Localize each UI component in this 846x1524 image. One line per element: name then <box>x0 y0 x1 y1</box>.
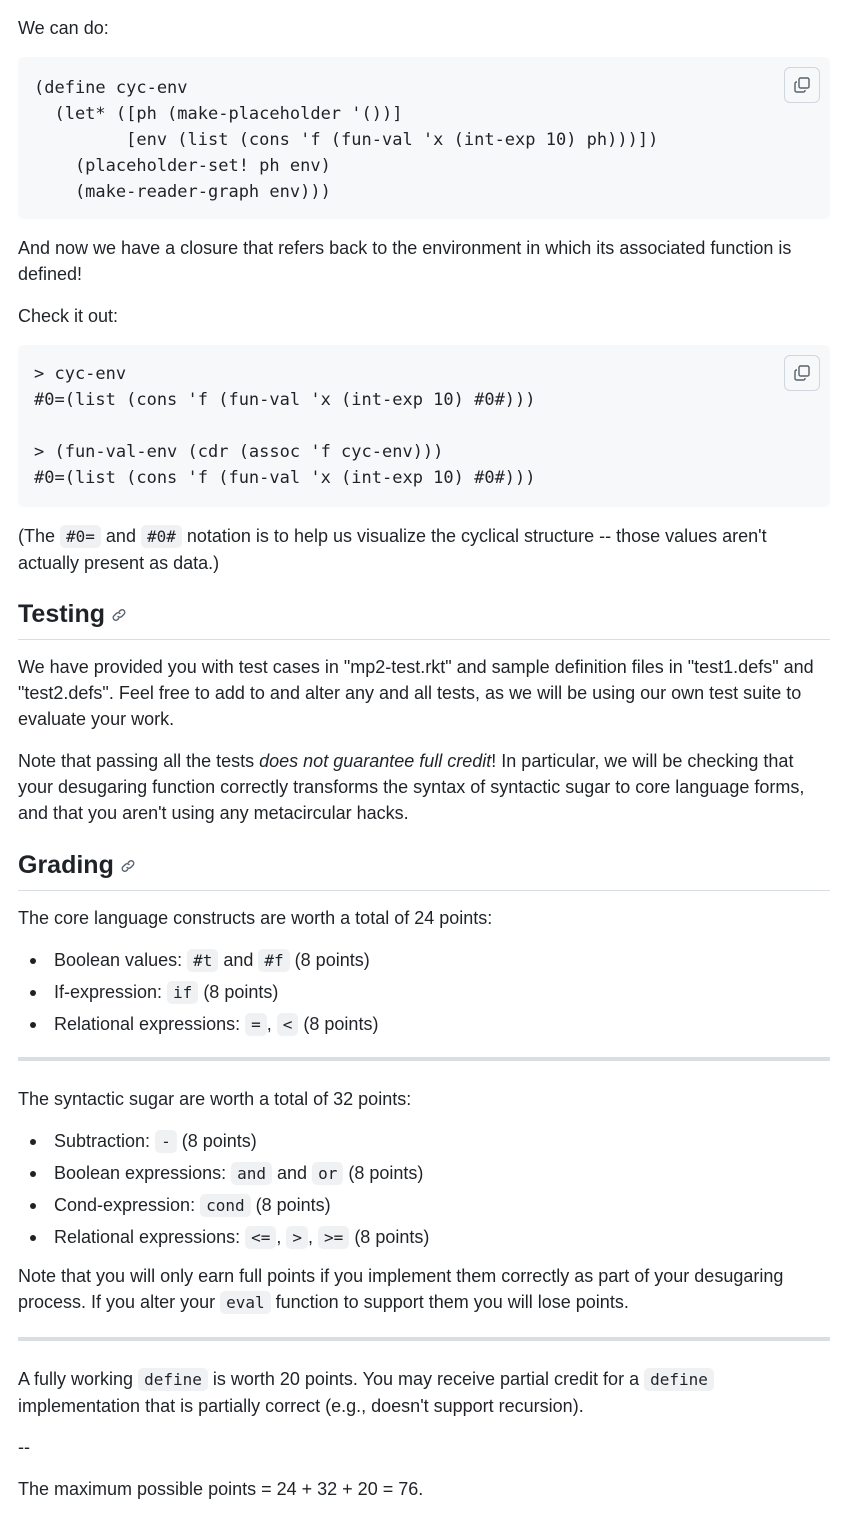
inline-code: eval <box>220 1291 271 1314</box>
note-paragraph: Note that you will only earn full points if you implement them correctly as part of your desugaring process. If you alter your eval function to support them you will lose points. <box>18 1266 784 1312</box>
copy-icon <box>794 365 810 381</box>
closure-text: And now we have a closure that refers back to the environment in which its associated function is defined! <box>18 238 792 284</box>
inline-code: #f <box>258 949 289 972</box>
copy-button[interactable] <box>784 67 820 103</box>
sugar-list <box>18 1128 844 1256</box>
list-item: Relational expressions: = , < (8 points) <box>54 1011 844 1038</box>
copy-icon <box>794 77 810 93</box>
testing-paragraph-2: Note that passing all the tests does not guarantee full credit! In particular, we will be checking that your desugaring function correctly transforms the syntax of syntactic sugar to core language forms, and that you aren't using any metacircular hacks. <box>18 751 805 823</box>
code-block-cyc-env <box>18 57 830 219</box>
inline-code: > <box>286 1226 308 1249</box>
link-icon[interactable] <box>111 599 127 631</box>
core-intro: The core language constructs are worth a total of 24 points: <box>18 908 493 928</box>
list-item: Cond-expression: cond (8 points) <box>54 1192 844 1219</box>
inline-code: = <box>245 1013 267 1036</box>
code-repl: > cyc-env #0=(list (cons 'f (fun-val 'x (int-exp 10) #0#))) > (fun-val-env (cdr (assoc 'f cyc-env))) #0=(list (cons 'f (fun-val 'x (int-exp 10) #0#))) <box>34 364 536 488</box>
copy-button[interactable] <box>784 355 820 391</box>
testing-paragraph-1: We have provided you with test cases in "mp2-test.rkt" and sample definition files in "test1.defs" and "test2.defs". Feel free to add to and alter any and all tests, as we will be using our own test suite to evaluate your work. <box>18 657 814 729</box>
list-item: Boolean expressions: and and or (8 points) <box>54 1160 844 1187</box>
list-item: Boolean values: #t and #f (8 points) <box>54 947 844 974</box>
intro-text: We can do: <box>18 18 109 38</box>
inline-code: >= <box>318 1226 349 1249</box>
notation-text: (The #0= and #0# notation is to help us visualize the cyclical structure -- those values aren't actually present as data.) <box>18 526 767 573</box>
sugar-intro: The syntactic sugar are worth a total of 32 points: <box>18 1089 412 1109</box>
code-cyc-env: (define cyc-env (let* ([ph (make-placeholder '())] [env (list (cons 'f (fun-val 'x (int-exp 10) ph)))]) (placeholder-set! ph env) (make-reader-graph env))) <box>34 78 659 202</box>
inline-code: < <box>277 1013 299 1036</box>
core-list <box>18 947 844 1043</box>
link-icon[interactable] <box>120 850 136 882</box>
heading-testing: Testing <box>18 598 830 640</box>
list-item: Subtraction: - (8 points) <box>54 1128 844 1155</box>
inline-code: and <box>231 1162 272 1185</box>
inline-code: if <box>167 981 198 1004</box>
inline-code: define <box>644 1368 714 1391</box>
inline-code: #t <box>187 949 218 972</box>
max-points: The maximum possible points = 24 + 32 + 20 = 76. <box>18 1479 424 1499</box>
inline-code: <= <box>245 1226 276 1249</box>
divider <box>18 1057 830 1061</box>
heading-grading: Grading <box>18 849 830 891</box>
list-item: Relational expressions: <= , > , >= (8 points) <box>54 1224 844 1251</box>
define-paragraph: A fully working define is worth 20 points. You may receive partial credit for a define implementation that is partially correct (e.g., doesn't support recursion). <box>18 1366 818 1419</box>
inline-code: define <box>138 1368 208 1391</box>
list-item: If-expression: if (8 points) <box>54 979 844 1006</box>
code-block-repl <box>18 345 830 507</box>
inline-code: - <box>155 1130 177 1153</box>
inline-code: cond <box>200 1194 251 1217</box>
divider <box>18 1337 830 1341</box>
inline-code: #0= <box>60 525 101 548</box>
inline-code: #0# <box>141 525 182 548</box>
dashes: -- <box>18 1437 30 1457</box>
check-text: Check it out: <box>18 306 119 326</box>
inline-code: or <box>312 1162 343 1185</box>
